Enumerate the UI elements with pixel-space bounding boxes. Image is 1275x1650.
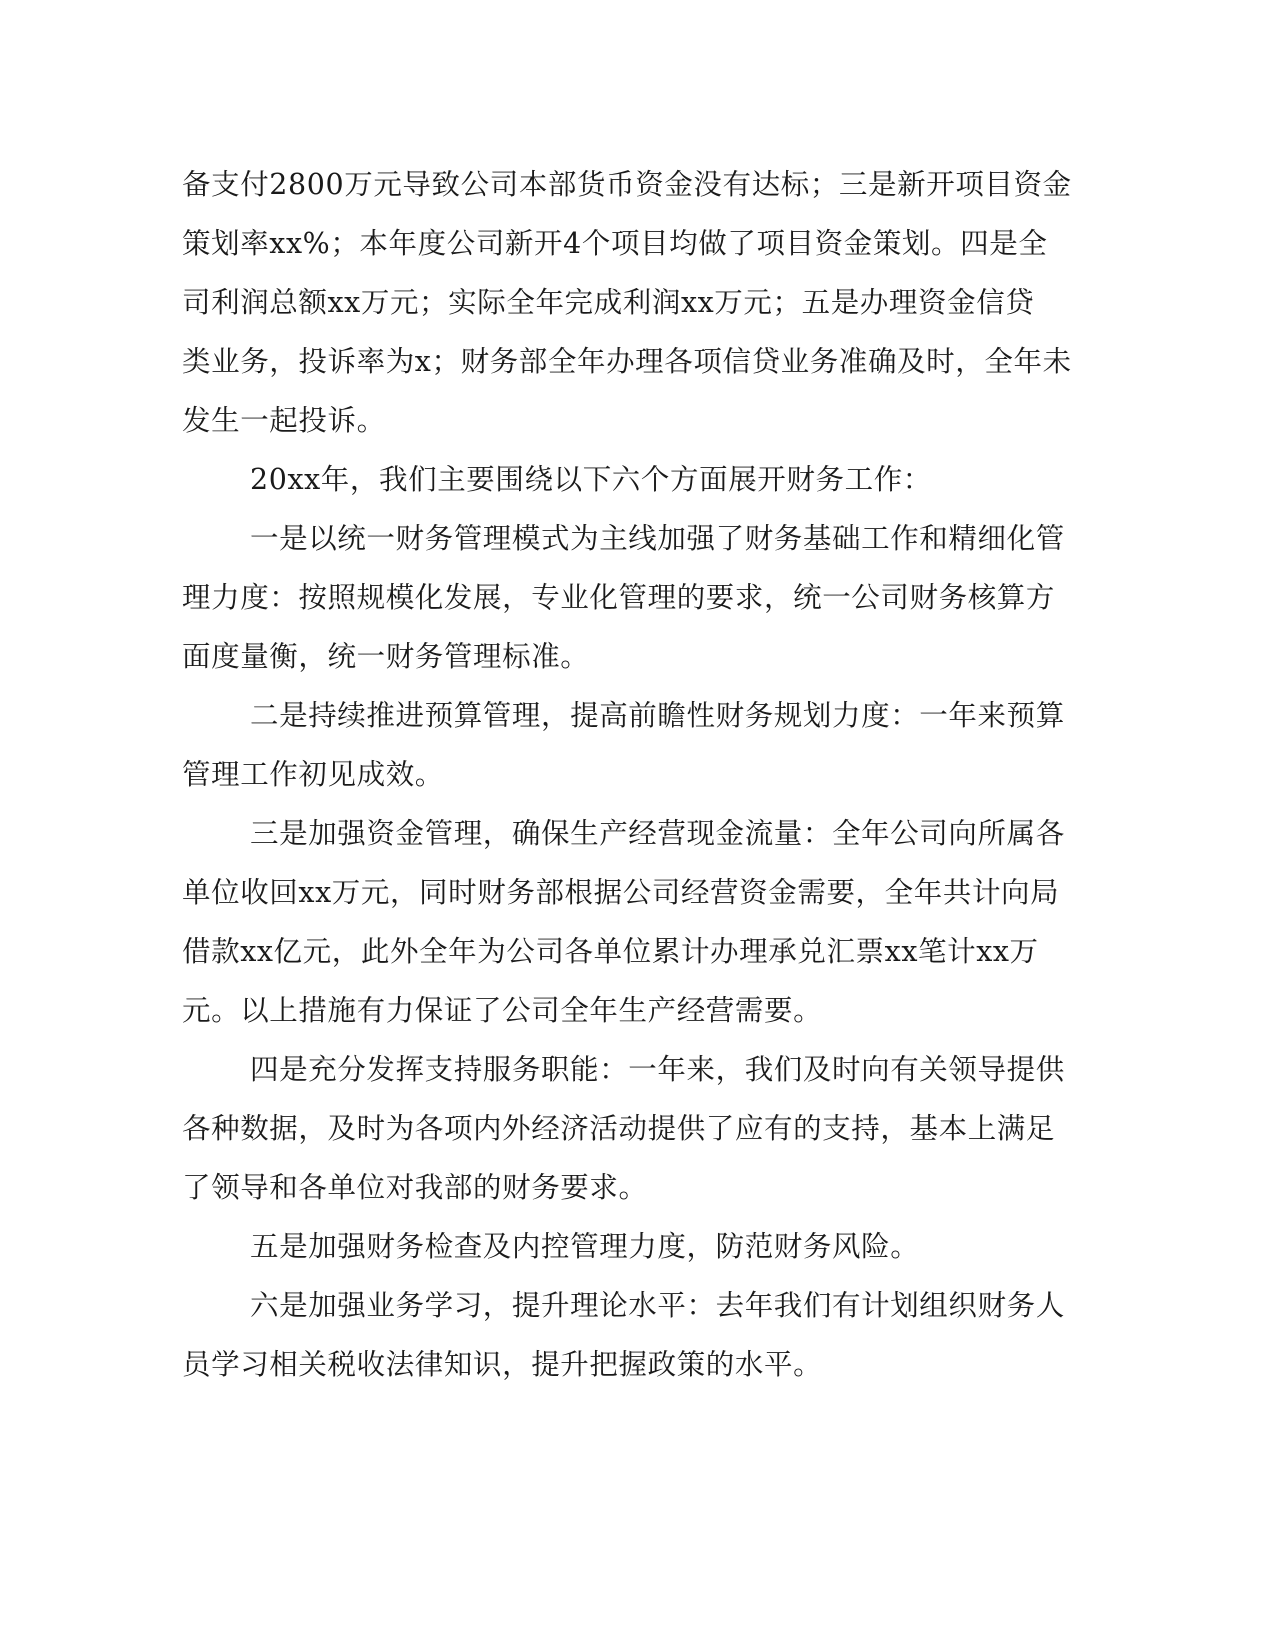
text-line: 员学习相关税收法律知识，提升把握政策的水平。: [182, 1348, 823, 1381]
text-line: 管理工作初见成效。: [182, 758, 444, 791]
paragraph-start-line: 20xx年，我们主要围绕以下六个方面展开财务工作：: [250, 463, 932, 496]
text-line: 面度量衡，统一财务管理标准。: [182, 640, 590, 673]
text-line: 借款xx亿元，此外全年为公司各单位累计办理承兑汇票xx笔计xx万: [182, 935, 1039, 968]
paragraph-start-line: 六是加强业务学习，提升理论水平：去年我们有计划组织财务人: [250, 1289, 1065, 1322]
text-line: 元。以上措施有力保证了公司全年生产经营需要。: [182, 994, 823, 1027]
paragraph-start-line: 五是加强财务检查及内控管理力度，防范财务风险。: [250, 1230, 920, 1263]
text-line: 发生一起投诉。: [182, 404, 386, 437]
text-line: 理力度：按照规模化发展，专业化管理的要求，统一公司财务核算方: [182, 581, 1056, 614]
text-line: 策划率xx%；本年度公司新开4个项目均做了项目资金策划。四是全: [182, 227, 1048, 260]
text-line: 了领导和各单位对我部的财务要求。: [182, 1171, 648, 1204]
paragraph-start-line: 二是持续推进预算管理，提高前瞻性财务规划力度：一年来预算: [250, 699, 1065, 732]
text-line: 司利润总额xx万元；实际全年完成利润xx万元；五是办理资金信贷: [182, 286, 1035, 319]
text-line: 各种数据，及时为各项内外经济活动提供了应有的支持，基本上满足: [182, 1112, 1056, 1145]
document-body: [182, 155, 1072, 1394]
paragraph-start-line: 四是充分发挥支持服务职能：一年来，我们及时向有关领导提供: [250, 1053, 1065, 1086]
paragraph-start-line: 一是以统一财务管理模式为主线加强了财务基础工作和精细化管: [250, 522, 1065, 555]
text-line: 备支付2800万元导致公司本部货币资金没有达标；三是新开项目资金: [182, 168, 1072, 201]
text-line: 单位收回xx万元，同时财务部根据公司经营资金需要，全年共计向局: [182, 876, 1060, 909]
text-line: 类业务，投诉率为x；财务部全年办理各项信贷业务准确及时，全年未: [182, 345, 1072, 378]
paragraph-start-line: 三是加强资金管理，确保生产经营现金流量：全年公司向所属各: [250, 817, 1065, 850]
